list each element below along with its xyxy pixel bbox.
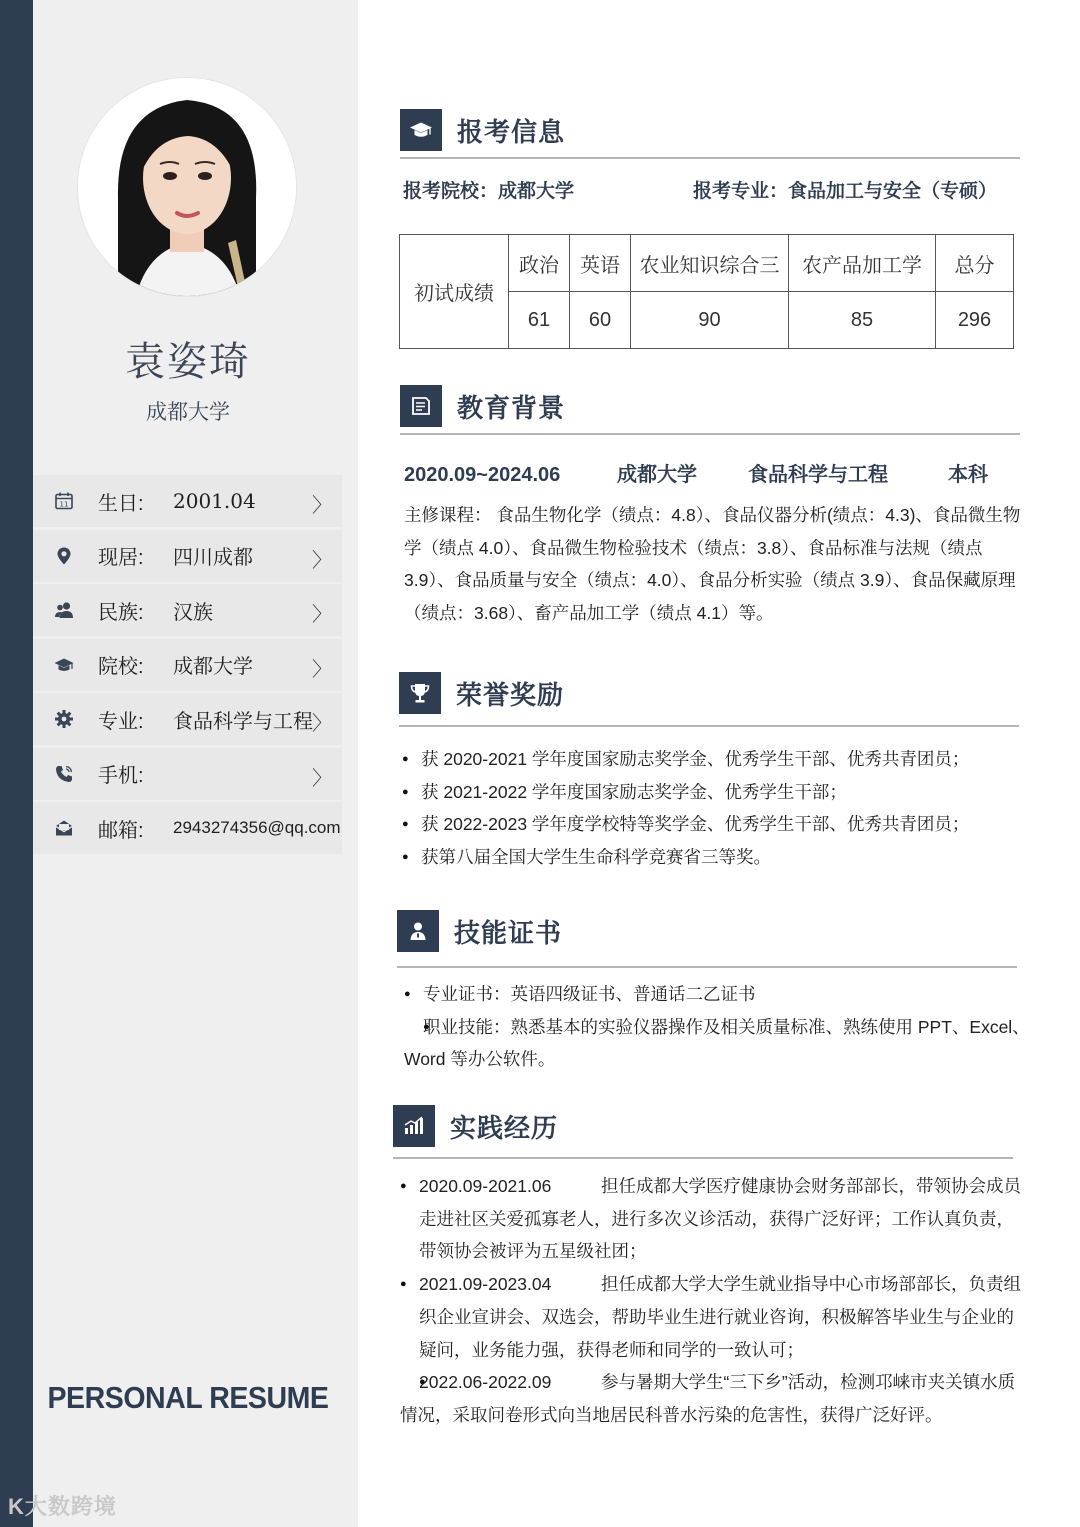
section-title: 实践经历 (450, 1112, 559, 1143)
education-major: 食品科学与工程 (748, 464, 888, 486)
info-label: 专业: (98, 710, 144, 733)
list-item: ● 获 2021-2022 学年度国家励志奖学金、优秀学生干部； (402, 776, 1022, 809)
section-divider (397, 966, 1017, 968)
mail-icon (53, 817, 75, 839)
section-honors-header (399, 672, 564, 714)
section-title: 技能证书 (454, 917, 563, 948)
info-label: 生日: (98, 492, 144, 515)
graduation-cap-icon (53, 654, 75, 676)
chevron-right-icon: 〉 (312, 767, 332, 790)
education-degree: 本科 (948, 464, 988, 486)
exam-score-table (399, 234, 1014, 349)
list-item (400, 1170, 1022, 1268)
section-title: 教育背景 (457, 392, 566, 423)
section-divider (399, 725, 1019, 727)
list-item: ● 获 2020-2021 学年度国家励志奖学金、优秀学生干部、优秀共青团员； (402, 743, 1022, 776)
list-item (400, 1366, 1022, 1431)
info-row-email[interactable] (33, 802, 342, 854)
score-header: 政治 (509, 235, 570, 292)
practice-list (400, 1170, 1022, 1432)
info-label: 邮箱: (98, 819, 144, 842)
practice-text: 担任成都大学大学生就业指导中心市场部部长，负责组织企业宣讲会、双选会，帮助毕业生进行就业咨询，积极解答毕业生与企业的疑问，业务能力强，获得老师和同学的一致认可； (419, 1274, 1021, 1360)
practice-date: 2022.06-2022.09 (419, 1372, 552, 1393)
info-value: 2001.04 (173, 489, 256, 513)
score-value: 61 (509, 292, 570, 349)
practice-date: 2021.09-2023.04 (419, 1274, 552, 1295)
honors-list (402, 743, 1022, 874)
practice-text: 参与暑期大学生“三下乡”活动，检测邛崃市夹关镇水质情况，采取问卷形式向当地居民科普水污染的危害性，获得广泛好评。 (400, 1372, 1016, 1425)
score-header: 农业知识综合三 (631, 235, 789, 292)
list-item: ● 获 2022-2023 学年度学校特等奖学金、优秀学生干部、优秀共青团员； (402, 808, 1022, 841)
section-apply-header (400, 109, 565, 151)
svg-text:11: 11 (59, 500, 69, 509)
score-value: 85 (789, 292, 936, 349)
info-row-birthday[interactable] (33, 475, 342, 527)
apply-major: 报考专业：食品加工与安全（专硕） (693, 181, 998, 202)
candidate-school: 成都大学 (146, 401, 230, 424)
score-row-label: 初试成绩 (400, 235, 509, 349)
candidate-name: 袁姿琦 (125, 340, 251, 384)
info-row-ethnicity[interactable] (33, 584, 342, 636)
info-row-school[interactable] (33, 639, 342, 691)
education-school: 成都大学 (617, 464, 697, 486)
list-item (400, 1268, 1022, 1366)
score-header: 英语 (570, 235, 631, 292)
bar-chart-icon (393, 1105, 435, 1147)
list-item: ● 专业证书：英语四级证书、普通话二乙证书 (404, 978, 1034, 1011)
left-accent-strip (0, 0, 33, 1527)
skills-list (404, 978, 1034, 1076)
score-value: 60 (570, 292, 631, 349)
users-icon (53, 599, 75, 621)
user-badge-icon (397, 910, 439, 952)
section-practice-header (393, 1105, 558, 1147)
calendar-icon (53, 490, 75, 512)
info-row-phone[interactable] (33, 748, 342, 800)
info-value: 食品科学与工程 (173, 710, 313, 733)
section-divider (400, 433, 1020, 435)
info-label: 现居: (98, 547, 144, 569)
section-skills-header (397, 910, 562, 952)
trophy-icon (399, 672, 441, 714)
info-label: 手机: (98, 765, 144, 787)
book-icon (400, 385, 442, 427)
courses-text: 主修课程： 食品生物化学（绩点：4.8）、食品仪器分析(绩点：4.3)、食品微生物学（绩点 4.0）、食品微生物检验技术（绩点：3.8）、食品标准与法规（绩点 3.9）、食品质量与安全（绩点：4.0）、食品分析实验（绩点 3.9）、食品保藏原理（绩点：3.68）、畜产品加工学（绩点 4.1）等。 (404, 505, 1021, 624)
chevron-right-icon: 〉 (312, 713, 332, 735)
chevron-right-icon: 〉 (312, 658, 332, 681)
info-value: 成都大学 (173, 656, 253, 678)
education-summary (404, 458, 988, 487)
section-title: 荣誉奖励 (456, 679, 565, 710)
graduation-cap-icon (400, 109, 442, 151)
personal-resume-logo: PERSONAL RESUME (47, 1380, 329, 1415)
list-item: ● 获第八届全国大学生生命科学竞赛省三等奖。 (402, 841, 1022, 874)
section-title: 报考信息 (457, 116, 566, 147)
info-value: 汉族 (173, 601, 213, 624)
info-label: 院校: (98, 656, 144, 678)
chevron-right-icon: 〉 (312, 604, 332, 626)
watermark: K大数跨境 (8, 1494, 117, 1519)
section-education-header (400, 385, 565, 427)
score-value: 90 (631, 292, 789, 349)
apply-school: 报考院校：成都大学 (403, 181, 575, 202)
info-row-residence[interactable] (33, 530, 342, 582)
location-pin-icon (53, 545, 75, 567)
info-value: 四川成都 (173, 547, 253, 569)
list-item: ● 职业技能：熟悉基本的实验仪器操作及相关质量标准、熟练使用 PPT、Excel、Word 等办公软件。 (404, 1011, 1034, 1076)
section-divider (400, 157, 1020, 159)
score-header: 总分 (936, 235, 1014, 292)
section-divider (393, 1157, 1013, 1159)
personal-info-list (33, 475, 342, 857)
score-header: 农产品加工学 (789, 235, 936, 292)
phone-icon (53, 763, 75, 785)
info-value: 2943274356@qq.com (173, 818, 341, 837)
chevron-right-icon: 〉 (312, 495, 332, 517)
practice-date: 2020.09-2021.06 (419, 1176, 552, 1196)
info-label: 民族: (98, 601, 144, 624)
info-row-major[interactable] (33, 693, 342, 745)
practice-text: 担任成都大学医疗健康协会财务部部长，带领协会成员走进社区关爱孤寡老人，进行多次义诊活动，获得广泛好评；工作认真负责，带领协会被评为五星级社团； (419, 1176, 1021, 1262)
chevron-right-icon: 〉 (312, 549, 332, 572)
score-value: 296 (936, 292, 1014, 349)
education-period: 2020.09~2024.06 (404, 464, 561, 486)
gear-icon (53, 708, 75, 730)
profile-photo (78, 78, 296, 296)
